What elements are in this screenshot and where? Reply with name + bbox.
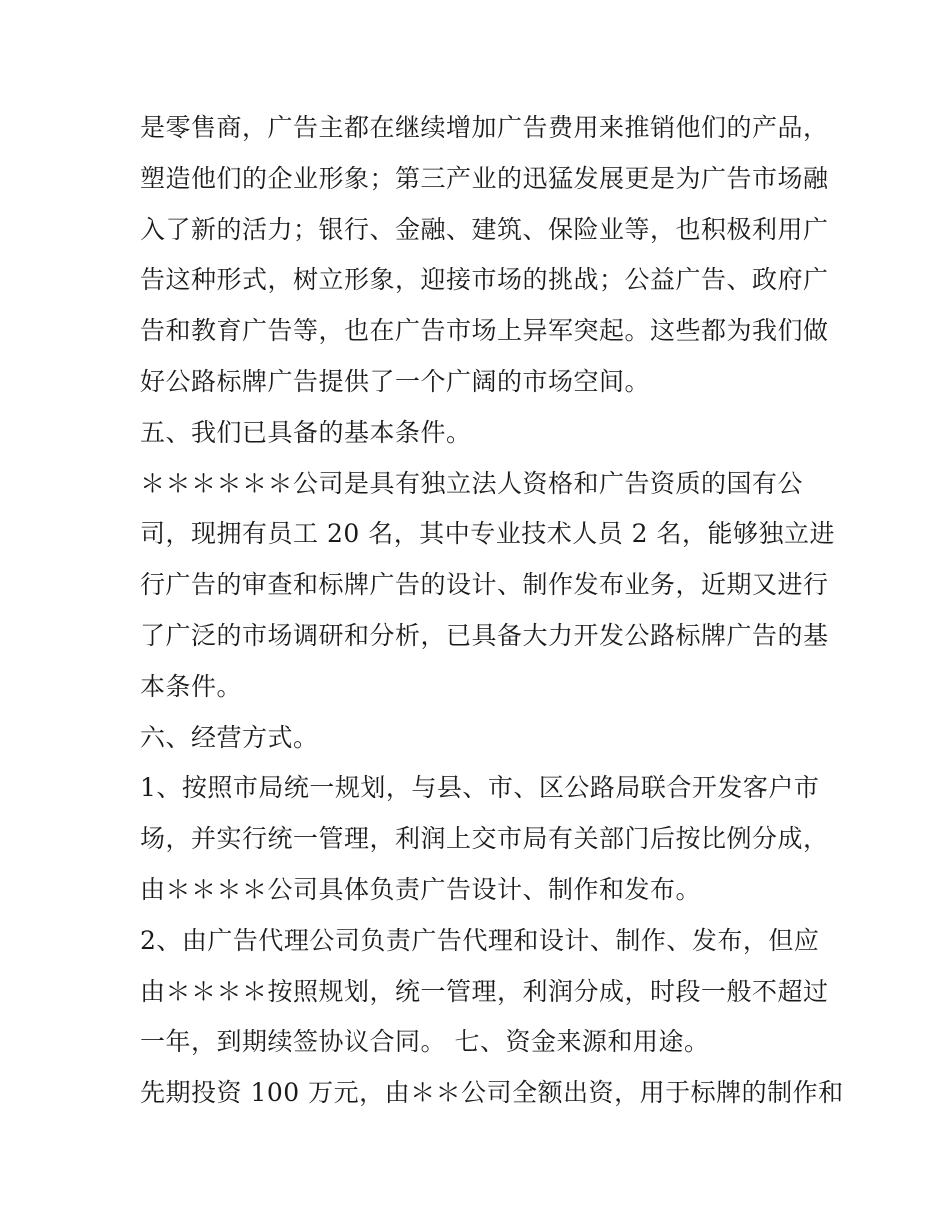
text-line: 1、按照市局统一规划，与县、市、区公路局联合开发客户市 xyxy=(140,773,820,803)
section-heading: 五、我们已具备的基本条件。 xyxy=(140,417,472,447)
text-line: 2、由广告代理公司负责广告代理和设计、制作、发布，但应 xyxy=(140,925,820,955)
text-line: 告和教育广告等，也在广告市场上异军突起。这些都为我们做 xyxy=(140,316,829,346)
body-text xyxy=(140,103,844,1119)
text-line: 由＊＊＊＊公司具体负责广告设计、制作和发布。 xyxy=(140,874,702,904)
text-line: ＊＊＊＊＊＊公司是具有独立法人资格和广告资质的国有公 xyxy=(140,468,804,498)
text-line: 先期投资 100 万元，由＊＊公司全额出资，用于标牌的制作和 xyxy=(140,1078,844,1108)
text-line: 好公路标牌广告提供了一个广阔的市场空间。 xyxy=(140,366,651,396)
text-line: 入了新的活力；银行、金融、建筑、保险业等，也积极利用广 xyxy=(140,214,829,244)
text-line: 场，并实行统一管理，利润上交市局有关部门后按比例分成， xyxy=(140,824,829,854)
text-line: 了广泛的市场调研和分析，已具备大力开发公路标牌广告的基 xyxy=(140,620,829,650)
text-line: 本条件。 xyxy=(140,671,243,701)
text-line: 由＊＊＊＊按照规划，统一管理，利润分成，时段一般不超过 xyxy=(140,976,829,1006)
text-line: 行广告的审查和标牌广告的设计、制作发布业务，近期又进行 xyxy=(140,570,829,600)
text-line: 塑造他们的企业形象；第三产业的迅猛发展更是为广告市场融 xyxy=(140,163,829,193)
text-line: 告这种形式，树立形象，迎接市场的挑战；公益广告、政府广 xyxy=(140,265,829,295)
text-line: 一年，到期续签协议合同。 七、资金来源和用途。 xyxy=(140,1027,710,1057)
text-line: 是零售商，广告主都在继续增加广告费用来推销他们的产品， xyxy=(140,113,829,142)
text-line: 司，现拥有员工 20 名，其中专业技术人员 2 名，能够独立进 xyxy=(140,519,836,549)
section-heading: 六、经营方式。 xyxy=(140,722,319,752)
